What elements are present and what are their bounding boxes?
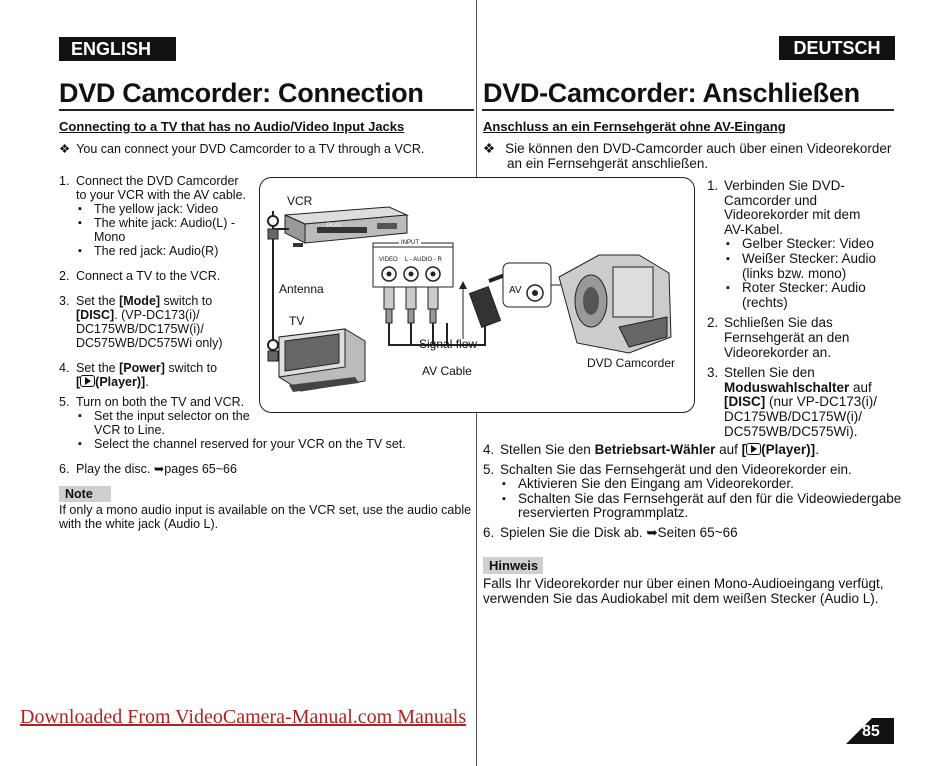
steps-deutsch-lower bbox=[483, 442, 902, 541]
step-5: 5. Turn on both the TV and VCR. ▪ Set the input selector on the VCR to Line. ▪ Select the channel reserved for your VCR on the TV set. bbox=[59, 395, 469, 451]
diamond-bullet-icon: ❖ bbox=[483, 141, 496, 156]
section-subtitle-deutsch: Anschluss an ein Fernsehgerät ohne AV-Eingang bbox=[483, 119, 786, 134]
camcorder-label: DVD Camcorder bbox=[587, 356, 676, 370]
note-label-deutsch: Hinweis bbox=[483, 557, 543, 574]
step-5-de: 5. Schalten Sie das Fernsehgerät und den Videorekorder ein. ▪ Aktivieren Sie den Eingang am Videorekorder. ▪ Schalten Sie das Fernsehgerät auf den für die Videowiedergabe reservierten Programmplatz. bbox=[483, 463, 893, 521]
bullet-item: ▪ Aktivieren Sie den Eingang am Videorekorder. bbox=[500, 477, 893, 492]
antenna-label: Antenna bbox=[279, 282, 324, 296]
bullet-item: ▪ Schalten Sie das Fernsehgerät auf den für die Videowiedergabe bbox=[500, 492, 893, 507]
bullet-item-cont: VCR to Line. bbox=[94, 423, 165, 437]
bullet-item-cont: (links bzw. mono) bbox=[742, 265, 847, 281]
bullet-item: ▪ Select the channel reserved for your VCR on the TV set. bbox=[76, 437, 469, 451]
connection-diagram bbox=[259, 177, 695, 413]
tv-icon bbox=[279, 329, 365, 392]
note-text-english: If only a mono audio input is available on the VCR set, use the audio cable with the white jack (Audio L). bbox=[59, 503, 472, 531]
steps-deutsch-upper bbox=[707, 179, 892, 439]
bullet-item: ▪ Roter Stecker: Audio bbox=[724, 281, 892, 296]
camcorder-icon bbox=[559, 255, 671, 353]
bullet-item: ▪ The white jack: Audio(L) - bbox=[76, 216, 259, 230]
note-text-deutsch: Falls Ihr Videorekorder nur über einen Mono-Audioeingang verfügt, verwenden Sie das Audiokabel mit dem weißen Stecker (Audio L). bbox=[483, 576, 884, 606]
audio-label: L - AUDIO - R bbox=[405, 257, 442, 263]
step-3: 3. Set the [Mode] switch to [DISC]. (VP-DC173(i)/ DC175WB/DC175W(i)/ DC575WB/DC575Wi only) bbox=[59, 294, 223, 350]
page-number: 85 bbox=[862, 723, 880, 740]
bullet-item-cont: Mono bbox=[94, 230, 126, 244]
step-3-de: 3. Stellen Sie den Moduswahlschalter auf [DISC] (nur VP-DC173(i)/ DC175WB/DC175W(i)/ DC575WB/DC575Wi). bbox=[707, 365, 878, 439]
step1-line: Connect the DVD Camcorder bbox=[76, 174, 239, 188]
diamond-bullet-icon: ❖ bbox=[59, 142, 71, 156]
page-title-english: DVD Camcorder: Connection bbox=[59, 78, 424, 108]
step1-line: to your VCR with the AV cable. bbox=[76, 188, 246, 202]
play-label: PLAY bbox=[327, 223, 342, 229]
step-2-de: 2. Schließen Sie das Fernsehgerät an den Videorekorder an. bbox=[707, 315, 850, 360]
bullet-item: ▪ Weißer Stecker: Audio bbox=[724, 252, 892, 267]
step-6-de: 6. Spielen Sie die Disk ab. ➥Seiten 65~66 bbox=[483, 524, 738, 540]
download-link[interactable]: Downloaded From VideoCamera-Manual.com Manuals bbox=[20, 706, 467, 728]
bullet-item: ▪ Gelber Stecker: Video bbox=[724, 237, 892, 252]
intro-text: You can connect your DVD Camcorder to a TV through a VCR. bbox=[76, 142, 425, 156]
video-label: VIDEO bbox=[379, 257, 398, 263]
input-label: INPUT bbox=[401, 240, 419, 246]
page-title-deutsch: DVD-Camcorder: Anschließen bbox=[483, 78, 860, 108]
page-number-badge bbox=[846, 718, 894, 744]
vcr-label: VCR bbox=[287, 194, 313, 208]
section-subtitle-english: Connecting to a TV that has no Audio/Video Input Jacks bbox=[59, 119, 405, 134]
step-2: 2. Connect a TV to the VCR. bbox=[59, 269, 221, 283]
av-label: AV bbox=[509, 285, 522, 296]
bullet-item: ▪ The red jack: Audio(R) bbox=[76, 244, 259, 258]
title-rule-deutsch bbox=[482, 109, 894, 111]
steps-english bbox=[59, 174, 259, 389]
language-badge-deutsch: DEUTSCH bbox=[779, 36, 895, 60]
note-label-english: Note bbox=[59, 486, 111, 502]
bullet-item: ▪ Set the input selector on the bbox=[76, 409, 469, 423]
bullet-item-cont: reservierten Programmplatz. bbox=[518, 505, 689, 521]
step-4-de: 4. Stellen Sie den Betriebsart-Wähler auf [ (Player)]. bbox=[483, 442, 819, 457]
diagram-svg bbox=[259, 177, 695, 413]
step-4: 4. Set the [Power] switch to [ (Player)]. bbox=[59, 361, 218, 389]
tv-label: TV bbox=[289, 314, 305, 328]
step-6: 6. Play the disc. ➥pages 65~66 bbox=[59, 462, 237, 476]
signal-flow-label: Signal flow bbox=[419, 337, 478, 351]
step-1-de: 1. Verbinden Sie DVD- Camcorder und Videorekorder mit dem AV-Kabel. ▪ Gelber Stecker: Video ▪ Weißer Stecker: Audio (links bzw. mono) ▪ Roter Stecker: Audio (rechts) bbox=[707, 179, 892, 310]
step-1: 1. Connect the DVD Camcorder to your VCR with the AV cable. ▪ The yellow jack: Video ▪ The white jack: Audio(L) - Mono ▪ The red jack: Audio(R) bbox=[59, 174, 259, 258]
bullet-item: ▪ The yellow jack: Video bbox=[76, 202, 259, 216]
play-icon bbox=[746, 443, 761, 455]
language-badge-english: ENGLISH bbox=[59, 37, 176, 61]
title-rule-english bbox=[59, 109, 474, 111]
play-icon bbox=[80, 375, 95, 387]
intro-english bbox=[59, 142, 424, 156]
intro-deutsch: ❖ Sie können den DVD-Camcorder auch über einen Videorekorder an ein Fernsehgerät anschließen. bbox=[483, 141, 892, 171]
av-cable-label: AV Cable bbox=[422, 364, 472, 378]
bullet-item-cont: (rechts) bbox=[742, 294, 788, 310]
